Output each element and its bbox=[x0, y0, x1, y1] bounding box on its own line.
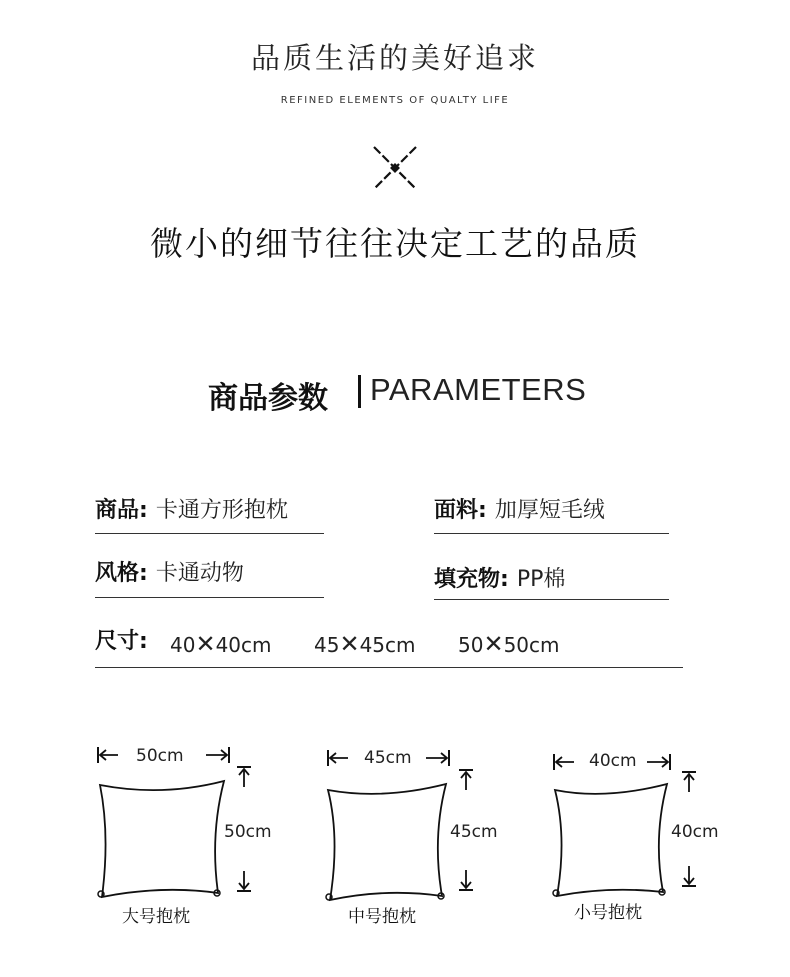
filling-row bbox=[434, 562, 565, 602]
pillow-name: 小号抱枕 bbox=[574, 903, 642, 923]
size-option: 40✕40cm bbox=[170, 630, 272, 658]
style-row bbox=[95, 556, 244, 596]
fabric-row bbox=[434, 493, 605, 533]
cross-stitch-icon bbox=[370, 143, 420, 193]
page-title: 品质生活的美好追求 bbox=[250, 41, 539, 75]
product-underline bbox=[95, 533, 324, 534]
fabric-label: 面料: bbox=[434, 498, 487, 523]
parameters-heading-en: PARAMETERS bbox=[370, 372, 587, 407]
pillow-height-label: 40cm bbox=[671, 822, 719, 842]
size-label: 尺寸: bbox=[95, 629, 148, 654]
pillow-name: 大号抱枕 bbox=[122, 907, 190, 927]
filling-label: 填充物: bbox=[434, 567, 509, 592]
fabric-value: 加厚短毛绒 bbox=[494, 498, 605, 523]
pillow-outline-icon bbox=[92, 765, 242, 915]
page-subtitle: REFINED ELEMENTS OF QUALTY LIFE bbox=[280, 95, 510, 106]
style-label: 风格: bbox=[95, 561, 148, 586]
size-option: 50✕50cm bbox=[458, 630, 560, 658]
style-underline bbox=[95, 597, 324, 598]
pillow-height-label: 50cm bbox=[224, 822, 272, 842]
heading-divider bbox=[358, 375, 361, 408]
pillow-height-label: 45cm bbox=[450, 822, 498, 842]
filling-value: PP棉 bbox=[516, 567, 566, 592]
pillow-name: 中号抱枕 bbox=[348, 907, 416, 927]
pillow-outline-icon bbox=[318, 768, 468, 918]
product-row bbox=[95, 493, 288, 533]
size-underline bbox=[95, 667, 683, 668]
filling-underline bbox=[434, 599, 669, 600]
size-row bbox=[95, 624, 148, 664]
slogan: 微小的细节往往决定工艺的品质 bbox=[150, 224, 640, 263]
fabric-underline bbox=[434, 533, 669, 534]
parameters-heading-cn: 商品参数 bbox=[208, 381, 328, 416]
style-value: 卡通动物 bbox=[155, 561, 244, 586]
pillow-width-label: 50cm bbox=[136, 746, 184, 766]
pillow-width-label: 40cm bbox=[589, 751, 637, 771]
size-option: 45✕45cm bbox=[314, 630, 416, 658]
product-value: 卡通方形抱枕 bbox=[155, 498, 288, 523]
pillow-width-label: 45cm bbox=[364, 748, 412, 768]
product-label: 商品: bbox=[95, 498, 148, 523]
